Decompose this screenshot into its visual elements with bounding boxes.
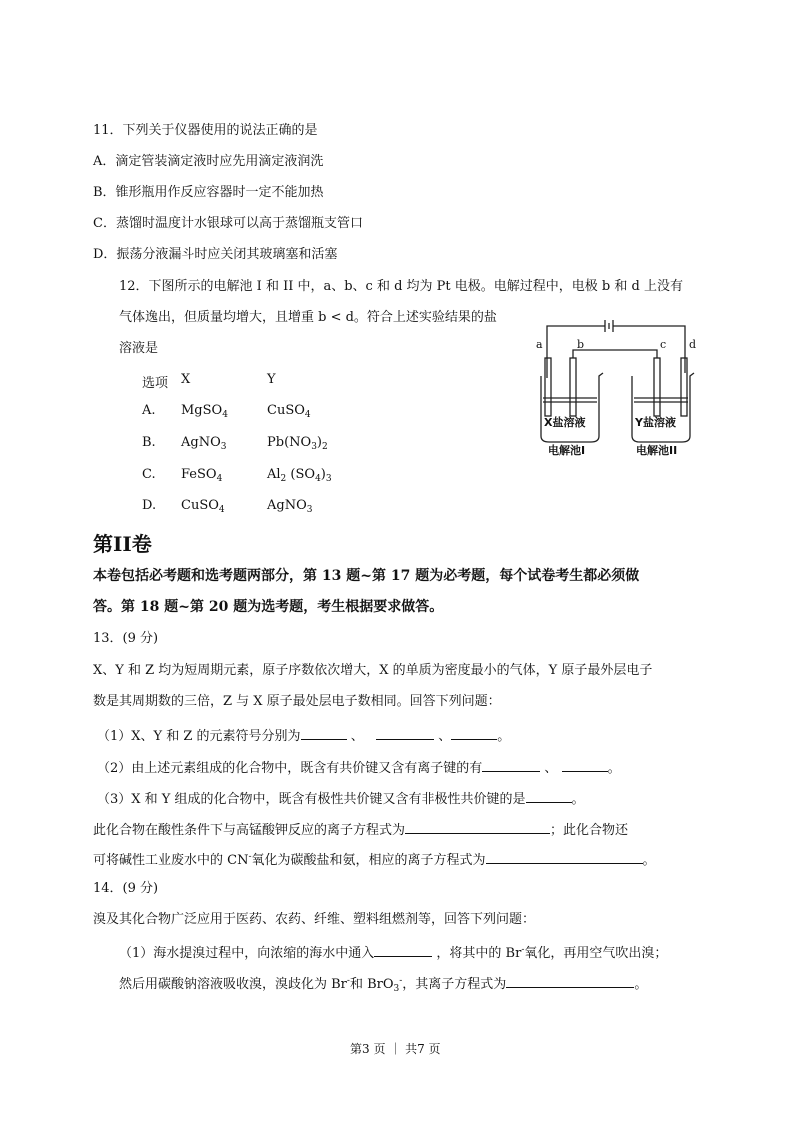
- cell-2-label: 电解池II: [636, 444, 678, 457]
- q14-line-1: 溴及其化合物广泛应用于医药、农药、纤维、塑料组燃剂等，回答下列问题：: [93, 912, 536, 927]
- solution-y-label: Y盐溶液: [635, 416, 676, 429]
- part-2-intro-1: 本卷包括必考题和选考题两部分，第 13 题~第 17 题为必考题，每个试卷考生都必须做: [93, 568, 640, 584]
- electrode-d: d: [689, 338, 697, 351]
- answer-blank[interactable]: [405, 821, 550, 834]
- row-x: FeSO$_4$: [181, 467, 223, 484]
- solution-x-label: X盐溶液: [544, 416, 586, 429]
- part-2-intro-2: 答。第 18 题~第 20 题为选考题，考生根据要求做答。: [93, 599, 444, 615]
- q11-stem: 11．下列关于仪器使用的说法正确的是: [93, 123, 318, 138]
- q13-part-3: （3）X 和 Y 组成的化合物中，既含有极性共价键又含有非极性共价键的是 。: [97, 792, 585, 807]
- row-y: $Pb(NO_3)_2$: [267, 435, 328, 452]
- row-y: $Al_2$ $(SO_4)_3$: [267, 467, 332, 484]
- electrode-a: a: [536, 338, 543, 351]
- q13-head: 13．(9 分): [93, 631, 159, 646]
- answer-blank[interactable]: [562, 759, 608, 772]
- row-label: B.: [142, 435, 156, 450]
- q14-head: 14．(9 分): [93, 881, 159, 896]
- row-label: D.: [142, 498, 157, 513]
- row-x: AgNO$_3$: [181, 435, 227, 452]
- q13-line-2: 数是其周期数的三倍，Z 与 X 原子最处层电子数相同。回答下列问题：: [93, 694, 501, 709]
- q12-stem-3: 溶液是: [119, 341, 159, 356]
- answer-blank[interactable]: [301, 727, 347, 740]
- q13-part-3-eq2: 可将碱性工业废水中的 CN-氧化为碳酸盐和氨，相应的离子方程式为 。: [93, 852, 656, 868]
- answer-blank[interactable]: [486, 851, 643, 864]
- electrolysis-diagram: [535, 318, 710, 463]
- row-y: AgNO$_3$: [267, 498, 313, 515]
- electrode-c: c: [660, 338, 667, 351]
- q13-part-3-eq1: 此化合物在酸性条件下与高锰酸钾反应的离子方程式为 ；此化合物还: [93, 823, 629, 838]
- q13-part-2: （2）由上述元素组成的化合物中，既含有共价键又含有离子键的有 、 。: [97, 761, 621, 776]
- page-footer: 第3 页 ｜ 共7 页: [350, 1042, 441, 1056]
- row-label: C.: [142, 467, 156, 482]
- header-option: 选项: [142, 376, 169, 391]
- row-x: CuSO$_4$: [181, 498, 225, 515]
- electrode-b: b: [577, 338, 585, 351]
- q11-option-a: A．滴定管装滴定液时应先用滴定液润洗: [93, 154, 324, 169]
- q11-option-b: B．锥形瓶用作反应容器时一定不能加热: [93, 185, 324, 200]
- q12-stem-1: 12．下图所示的电解池 I 和 II 中，a、b、c 和 d 均为 Pt 电极。电解过程中，电极 b 和 d 上没有: [119, 279, 683, 294]
- row-x: MgSO$_4$: [181, 403, 228, 420]
- row-y: CuSO$_4$: [267, 403, 311, 420]
- q11-option-d: D．振荡分液漏斗时应关闭其玻璃塞和活塞: [93, 247, 338, 262]
- answer-blank[interactable]: [506, 975, 634, 988]
- q14-part-1: （1）海水提溴过程中，向浓缩的海水中通入 ，将其中的 Br-氧化，再用空气吹出溴；: [119, 945, 668, 961]
- answer-blank[interactable]: [482, 759, 540, 772]
- answer-blank[interactable]: [451, 727, 497, 740]
- header-y: Y: [267, 372, 276, 387]
- cell-1-label: 电解池I: [548, 444, 586, 457]
- answer-blank[interactable]: [374, 944, 432, 957]
- q11-option-c: C．蒸馏时温度计水银球可以高于蒸馏瓶支管口: [93, 216, 363, 231]
- answer-blank[interactable]: [526, 790, 572, 803]
- q12-stem-2: 气体逸出，但质量均增大，且增重 b < d。符合上述实验结果的盐: [119, 310, 497, 325]
- q13-part-1: （1）X、Y 和 Z 的元素符号分别为 、 、 。: [97, 729, 511, 744]
- header-x: X: [181, 372, 191, 387]
- part-2-title: 第II卷: [93, 532, 152, 556]
- q14-part-1-eq: 然后用碳酸钠溶液吸收溴，溴歧化为 Br-和 BrO$_3$-，其离子方程式为 。: [119, 976, 648, 994]
- row-label: A.: [142, 403, 156, 418]
- q13-line-1: X、Y 和 Z 均为短周期元素，原子序数依次增大，X 的单质为密度最小的气体，Y 原子最外层电子: [93, 663, 653, 678]
- answer-blank[interactable]: [376, 727, 434, 740]
